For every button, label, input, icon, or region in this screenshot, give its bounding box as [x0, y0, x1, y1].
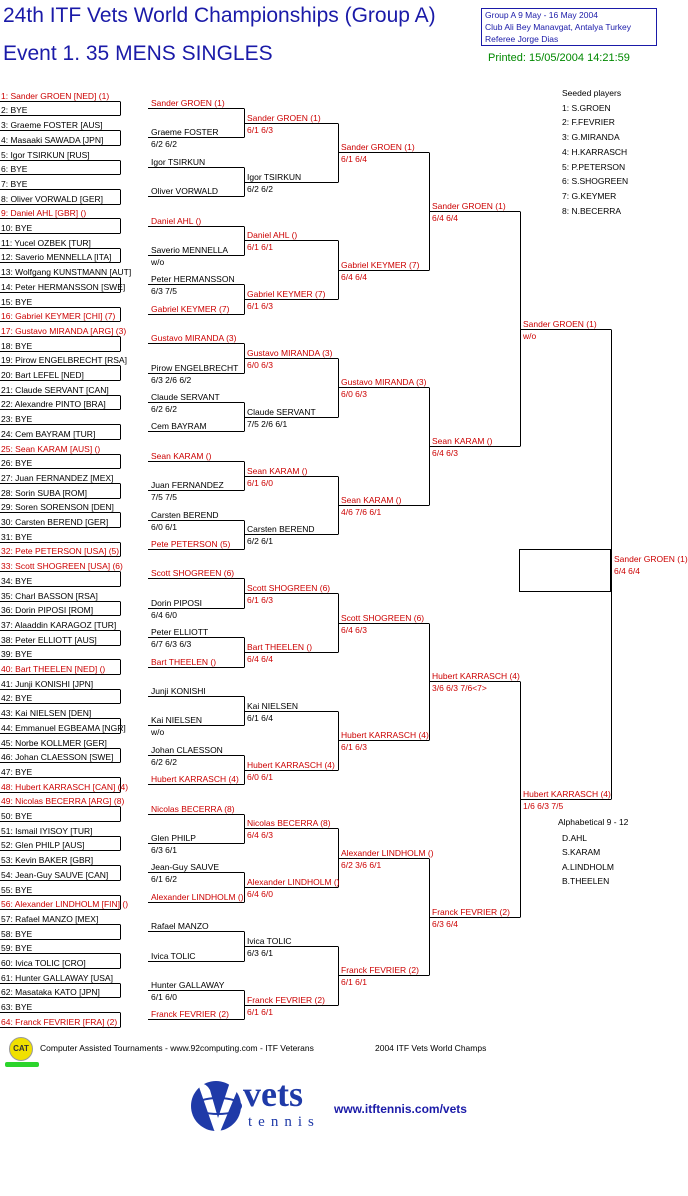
- seeded-player: 3: G.MIRANDA: [562, 132, 620, 143]
- winner-name: Sean KARAM (): [432, 435, 493, 446]
- winner-name: Claude SERVANT: [247, 406, 316, 417]
- winner-name: Scott SHOGREEN (6): [247, 582, 331, 593]
- draw-entry: 51: Ismail IYISOY [TUR]: [1, 825, 93, 836]
- match-score: 6/4 6/3: [247, 829, 273, 840]
- draw-entry: 7: BYE: [1, 178, 28, 189]
- match-score: 6/7 6/3 6/3: [151, 638, 192, 649]
- draw-entry: 6: BYE: [1, 163, 28, 174]
- draw-entry: 34: BYE: [1, 575, 33, 586]
- draw-entry: 46: Johan CLAESSON [SWE]: [1, 751, 114, 762]
- winner-name: Ivica TOLIC: [247, 935, 292, 946]
- winner-name: Gabriel KEYMER (7): [247, 288, 326, 299]
- match-score: 6/2 6/1: [247, 535, 273, 546]
- draw-entry: 39: BYE: [1, 648, 33, 659]
- winner-name: Hubert KARRASCH (4): [247, 759, 335, 770]
- match-score: 6/4 6/3: [341, 624, 367, 635]
- match-score: 6/1 6/0: [247, 477, 273, 488]
- draw-entry: 52: Glen PHILP [AUS]: [1, 839, 85, 850]
- winner-name: Hunter GALLAWAY: [151, 979, 225, 990]
- match-score: 6/4 6/4: [432, 212, 458, 223]
- winner-name: Alexander LINDHOLM (): [151, 891, 244, 902]
- vets-tennis-logo-icon: [190, 1072, 246, 1138]
- draw-entry: 44: Emmanuel EGBEAMA [NGR]: [1, 722, 126, 733]
- draw-entry: 59: BYE: [1, 942, 33, 953]
- draw-entry: 13: Wolfgang KUNSTMANN [AUT]: [1, 266, 132, 277]
- footer-champs: 2004 ITF Vets World Champs: [375, 1043, 487, 1053]
- match-score: w/o: [523, 330, 537, 341]
- winner-name: Pirow ENGELBRECHT: [151, 362, 239, 373]
- match-score: 6/2 6/2: [247, 183, 273, 194]
- winner-name: Daniel AHL (): [151, 215, 202, 226]
- match-score: 6/3 2/6 6/2: [151, 374, 192, 385]
- alphabetical-player: S.KARAM: [562, 847, 601, 857]
- match-score: 6/3 6/1: [151, 844, 177, 855]
- match-score: 6/3 7/5: [151, 285, 177, 296]
- match-score: 7/5 7/5: [151, 491, 177, 502]
- winner-name: Scott SHOGREEN (6): [341, 612, 425, 623]
- draw-entry: 18: BYE: [1, 340, 33, 351]
- seeded-player: 1: S.GROEN: [562, 102, 611, 113]
- winner-name: Alexander LINDHOLM (): [341, 847, 434, 858]
- draw-entry: 11: Yucel OZBEK [TUR]: [1, 237, 91, 248]
- draw-entry: 26: BYE: [1, 457, 33, 468]
- draw-entry: 57: Rafael MANZO [MEX]: [1, 913, 99, 924]
- winner-name: Rafael MANZO: [151, 920, 209, 931]
- draw-entry: 60: Ivica TOLIC [CRO]: [1, 957, 86, 968]
- winner-name: Gabriel KEYMER (7): [341, 259, 420, 270]
- draw-entry: 54: Jean-Guy SAUVE [CAN]: [1, 869, 109, 880]
- winner-name: Bart THEELEN (): [151, 656, 217, 667]
- winner-name: Sean KARAM (): [151, 450, 212, 461]
- match-score: 4/6 7/6 6/1: [341, 506, 382, 517]
- draw-entry: 40: Bart THEELEN [NED] (): [1, 663, 106, 674]
- match-score: 6/0 6/3: [341, 388, 367, 399]
- alphabetical-title: Alphabetical 9 - 12: [558, 817, 629, 827]
- draw-entry: 47: BYE: [1, 766, 33, 777]
- winner-name: Graeme FOSTER: [151, 126, 219, 137]
- winner-name: Sean KARAM (): [247, 465, 308, 476]
- draw-entry: 8: Oliver VORWALD [GER]: [1, 193, 104, 204]
- winner-name: Juan FERNANDEZ: [151, 479, 224, 490]
- draw-entry: 27: Juan FERNANDEZ [MEX]: [1, 472, 114, 483]
- winner-name: Carsten BEREND: [151, 509, 219, 520]
- draw-entry: 32: Pete PETERSON [USA] (5): [1, 545, 120, 556]
- draw-entry: 37: Alaaddin KARAGOZ [TUR]: [1, 619, 117, 630]
- draw-entry: 49: Nicolas BECERRA [ARG] (8): [1, 795, 125, 806]
- match-score: 7/5 2/6 6/1: [247, 418, 288, 429]
- winner-name: Hubert KARRASCH (4): [523, 788, 611, 799]
- draw-entry: 21: Claude SERVANT [CAN]: [1, 384, 109, 395]
- alphabetical-player: B.THEELEN: [562, 876, 610, 886]
- winner-name: Peter ELLIOTT: [151, 626, 209, 637]
- draw-entry: 64: Franck FEVRIER [FRA] (2): [1, 1016, 118, 1027]
- cat-logo-icon: CAT: [9, 1037, 33, 1061]
- winner-name: Dorin PIPOSI: [151, 597, 203, 608]
- match-score: 6/0 6/1: [247, 771, 273, 782]
- winner-name: Oliver VORWALD: [151, 185, 219, 196]
- match-score: 6/2 6/2: [151, 403, 177, 414]
- match-score: 6/4 6/0: [151, 609, 177, 620]
- draw-entry: 12: Saverio MENNELLA [ITA]: [1, 251, 112, 262]
- draw-entry: 48: Hubert KARRASCH [CAN] (4): [1, 781, 129, 792]
- info-dates: Group A 9 May - 16 May 2004: [485, 10, 598, 20]
- seeded-player: 2: F.FEVRIER: [562, 117, 615, 128]
- winner-name: Jean-Guy SAUVE: [151, 861, 220, 872]
- draw-entry: 42: BYE: [1, 692, 33, 703]
- winner-name: Franck FEVRIER (2): [341, 964, 419, 975]
- draw-entry: 14: Peter HERMANSSON [SWE]: [1, 281, 126, 292]
- match-score: 6/1 6/4: [341, 153, 367, 164]
- draw-entry: 63: BYE: [1, 1001, 33, 1012]
- alphabetical-player: D.AHL: [562, 832, 588, 843]
- match-score: 6/1 6/3: [247, 124, 273, 135]
- winner-name: Cem BAYRAM: [151, 420, 207, 431]
- match-score: 6/2 3/6 6/1: [341, 859, 382, 870]
- alphabetical-list: [558, 815, 628, 889]
- seeded-player: 7: G.KEYMER: [562, 190, 617, 201]
- draw-entry: 30: Carsten BEREND [GER]: [1, 516, 109, 527]
- winner-name: Sander GROEN (1): [341, 141, 415, 152]
- winner-name: Gustavo MIRANDA (3): [151, 332, 237, 343]
- match-score: 1/6 6/3 7/5: [523, 800, 564, 811]
- winner-name: Franck FEVRIER (2): [247, 994, 325, 1005]
- winner-name: Hubert KARRASCH (4): [432, 670, 520, 681]
- match-score: w/o: [151, 256, 165, 267]
- match-score: 6/4 6/4: [247, 653, 273, 664]
- seeded-player: 8: N.BECERRA: [562, 205, 622, 216]
- draw-entry: 4: Masaaki SAWADA [JPN]: [1, 134, 104, 145]
- match-score: 6/1 6/0: [151, 991, 177, 1002]
- match-score: 6/2 6/2: [151, 756, 177, 767]
- draw-entry: 61: Hunter GALLAWAY [USA]: [1, 972, 113, 983]
- printed-timestamp: Printed: 15/05/2004 14:21:59: [488, 52, 630, 64]
- draw-entry: 45: Norbe KOLLMER [GER]: [1, 737, 107, 748]
- seeded-players-list: [562, 86, 628, 218]
- winner-name: Nicolas BECERRA (8): [247, 817, 331, 828]
- match-score: 6/2 6/2: [151, 138, 177, 149]
- draw-entry: 29: Soren SORENSON [DEN]: [1, 501, 114, 512]
- draw-entry: 53: Kevin BAKER [GBR]: [1, 854, 94, 865]
- winner-name: Sander GROEN (1): [432, 200, 506, 211]
- logo-subtitle: tennis: [248, 1114, 320, 1130]
- winner-name: Alexander LINDHOLM (): [247, 876, 340, 887]
- match-score: 6/1 6/1: [341, 976, 367, 987]
- match-score: 6/4 6/3: [432, 447, 458, 458]
- draw-entry: 50: BYE: [1, 810, 33, 821]
- winner-name: Igor TSIRKUN: [151, 156, 206, 167]
- match-score: 6/1 6/3: [341, 741, 367, 752]
- winner-name: Hubert KARRASCH (4): [341, 729, 429, 740]
- draw-entry: 10: BYE: [1, 222, 33, 233]
- match-score: 6/1 6/2: [151, 873, 177, 884]
- draw-entry: 56: Alexander LINDHOLM [FIN] (): [1, 898, 129, 909]
- seeded-player: 4: H.KARRASCH: [562, 146, 628, 157]
- winner-name: Bart THEELEN (): [247, 641, 313, 652]
- winner-name: Johan CLAESSON: [151, 744, 223, 755]
- cat-underline: [5, 1062, 39, 1067]
- winner-name: Peter HERMANSSON: [151, 273, 235, 284]
- winner-name: Franck FEVRIER (2): [151, 1008, 229, 1019]
- draw-entry: 43: Kai NIELSEN [DEN]: [1, 707, 92, 718]
- winner-name: Saverio MENNELLA: [151, 244, 229, 255]
- seeded-players-title: Seeded players: [562, 88, 622, 98]
- draw-entry: 19: Pirow ENGELBRECHT [RSA]: [1, 354, 127, 365]
- draw-entry: 28: Sorin SUBA [ROM]: [1, 487, 87, 498]
- draw-entry: 2: BYE: [1, 104, 28, 115]
- winner-name: Gabriel KEYMER (7): [151, 303, 230, 314]
- draw-entry: 3: Graeme FOSTER [AUS]: [1, 119, 103, 130]
- winner-name: Scott SHOGREEN (6): [151, 567, 235, 578]
- draw-entry: 62: Masataka KATO [JPN]: [1, 986, 100, 997]
- match-score: 6/4 6/0: [247, 888, 273, 899]
- winner-name: Sander GROEN (1): [523, 318, 597, 329]
- winner-name: Claude SERVANT: [151, 391, 220, 402]
- draw-entry: 31: BYE: [1, 531, 33, 542]
- match-score: 6/3 6/4: [432, 918, 458, 929]
- match-score: 6/1 6/4: [247, 712, 273, 723]
- draw-entry: 24: Cem BAYRAM [TUR]: [1, 428, 96, 439]
- winner-name: Sander GROEN (1): [614, 553, 688, 564]
- winner-name: Sean KARAM (): [341, 494, 402, 505]
- match-score: 6/1 6/3: [247, 594, 273, 605]
- winner-name: Glen PHILP: [151, 832, 196, 843]
- winner-name: Junji KONISHI: [151, 685, 206, 696]
- match-score: 6/4 6/4: [614, 565, 640, 576]
- logo-word: vets: [243, 1074, 303, 1114]
- winner-name: Franck FEVRIER (2): [432, 906, 510, 917]
- draw-entry: 35: Charl BASSON [RSA]: [1, 590, 98, 601]
- winner-name: Daniel AHL (): [247, 229, 298, 240]
- match-score: 6/0 6/1: [151, 521, 177, 532]
- winner-name: Igor TSIRKUN: [247, 171, 302, 182]
- draw-entry: 55: BYE: [1, 884, 33, 895]
- draw-entry: 20: Bart LEFEL [NED]: [1, 369, 84, 380]
- match-score: 6/3 6/1: [247, 947, 273, 958]
- match-score: 6/4 6/4: [341, 271, 367, 282]
- winner-name: Kai NIELSEN: [247, 700, 299, 711]
- event-title: Event 1. 35 MENS SINGLES: [3, 42, 273, 65]
- winner-name: Kai NIELSEN: [151, 714, 203, 725]
- draw-entry: 36: Dorin PIPOSI [ROM]: [1, 604, 94, 615]
- match-score: 3/6 6/3 7/6<7>: [432, 682, 487, 693]
- draw-entry: 5: Igor TSIRKUN [RUS]: [1, 149, 90, 160]
- info-club: Club Ali Bey Manavgat, Antalya Turkey: [485, 22, 631, 32]
- website-link[interactable]: www.itftennis.com/vets: [334, 1102, 467, 1116]
- winner-name: Gustavo MIRANDA (3): [247, 347, 333, 358]
- seeded-player: 5: P.PETERSON: [562, 161, 626, 172]
- seeded-player: 6: S.SHOGREEN: [562, 176, 629, 187]
- winner-name: Hubert KARRASCH (4): [151, 773, 239, 784]
- match-score: w/o: [151, 726, 165, 737]
- match-score: 6/1 6/3: [247, 300, 273, 311]
- winner-name: Sander GROEN (1): [247, 112, 321, 123]
- tournament-title: 24th ITF Vets World Championships (Group A): [3, 4, 436, 27]
- match-score: 6/0 6/3: [247, 359, 273, 370]
- draw-entry: 41: Junji KONISHI [JPN]: [1, 678, 94, 689]
- draw-entry: 17: Gustavo MIRANDA [ARG] (3): [1, 325, 127, 336]
- draw-entry: 1: Sander GROEN [NED] (1): [1, 90, 110, 101]
- match-score: 6/1 6/1: [247, 1006, 273, 1017]
- winner-name: Gustavo MIRANDA (3): [341, 376, 427, 387]
- winner-name: Carsten BEREND: [247, 523, 315, 534]
- alphabetical-player: A.LINDHOLM: [562, 861, 614, 872]
- info-referee: Referee Jorge Dias: [485, 34, 559, 44]
- winner-name: Pete PETERSON (5): [151, 538, 231, 549]
- winner-name: Ivica TOLIC: [151, 950, 196, 961]
- match-score: 6/1 6/1: [247, 241, 273, 252]
- draw-entry: 58: BYE: [1, 928, 33, 939]
- champion-box: [520, 550, 611, 592]
- draw-entry: 22: Alexandre PINTO [BRA]: [1, 398, 106, 409]
- draw-entry: 16: Gabriel KEYMER [CHI] (7): [1, 310, 116, 321]
- draw-entry: 23: BYE: [1, 413, 33, 424]
- draw-entry: 9: Daniel AHL [GBR] (): [1, 207, 87, 218]
- draw-entry: 25: Sean KARAM [AUS] (): [1, 443, 101, 454]
- winner-name: Nicolas BECERRA (8): [151, 803, 235, 814]
- winner-name: Sander GROEN (1): [151, 97, 225, 108]
- draw-entry: 33: Scott SHOGREEN [USA] (6): [1, 560, 123, 571]
- draw-entry: 38: Peter ELLIOTT [AUS]: [1, 634, 97, 645]
- draw-entry: 15: BYE: [1, 296, 33, 307]
- footer-credit: Computer Assisted Tournaments - www.92computing.com - ITF Veterans: [40, 1043, 314, 1053]
